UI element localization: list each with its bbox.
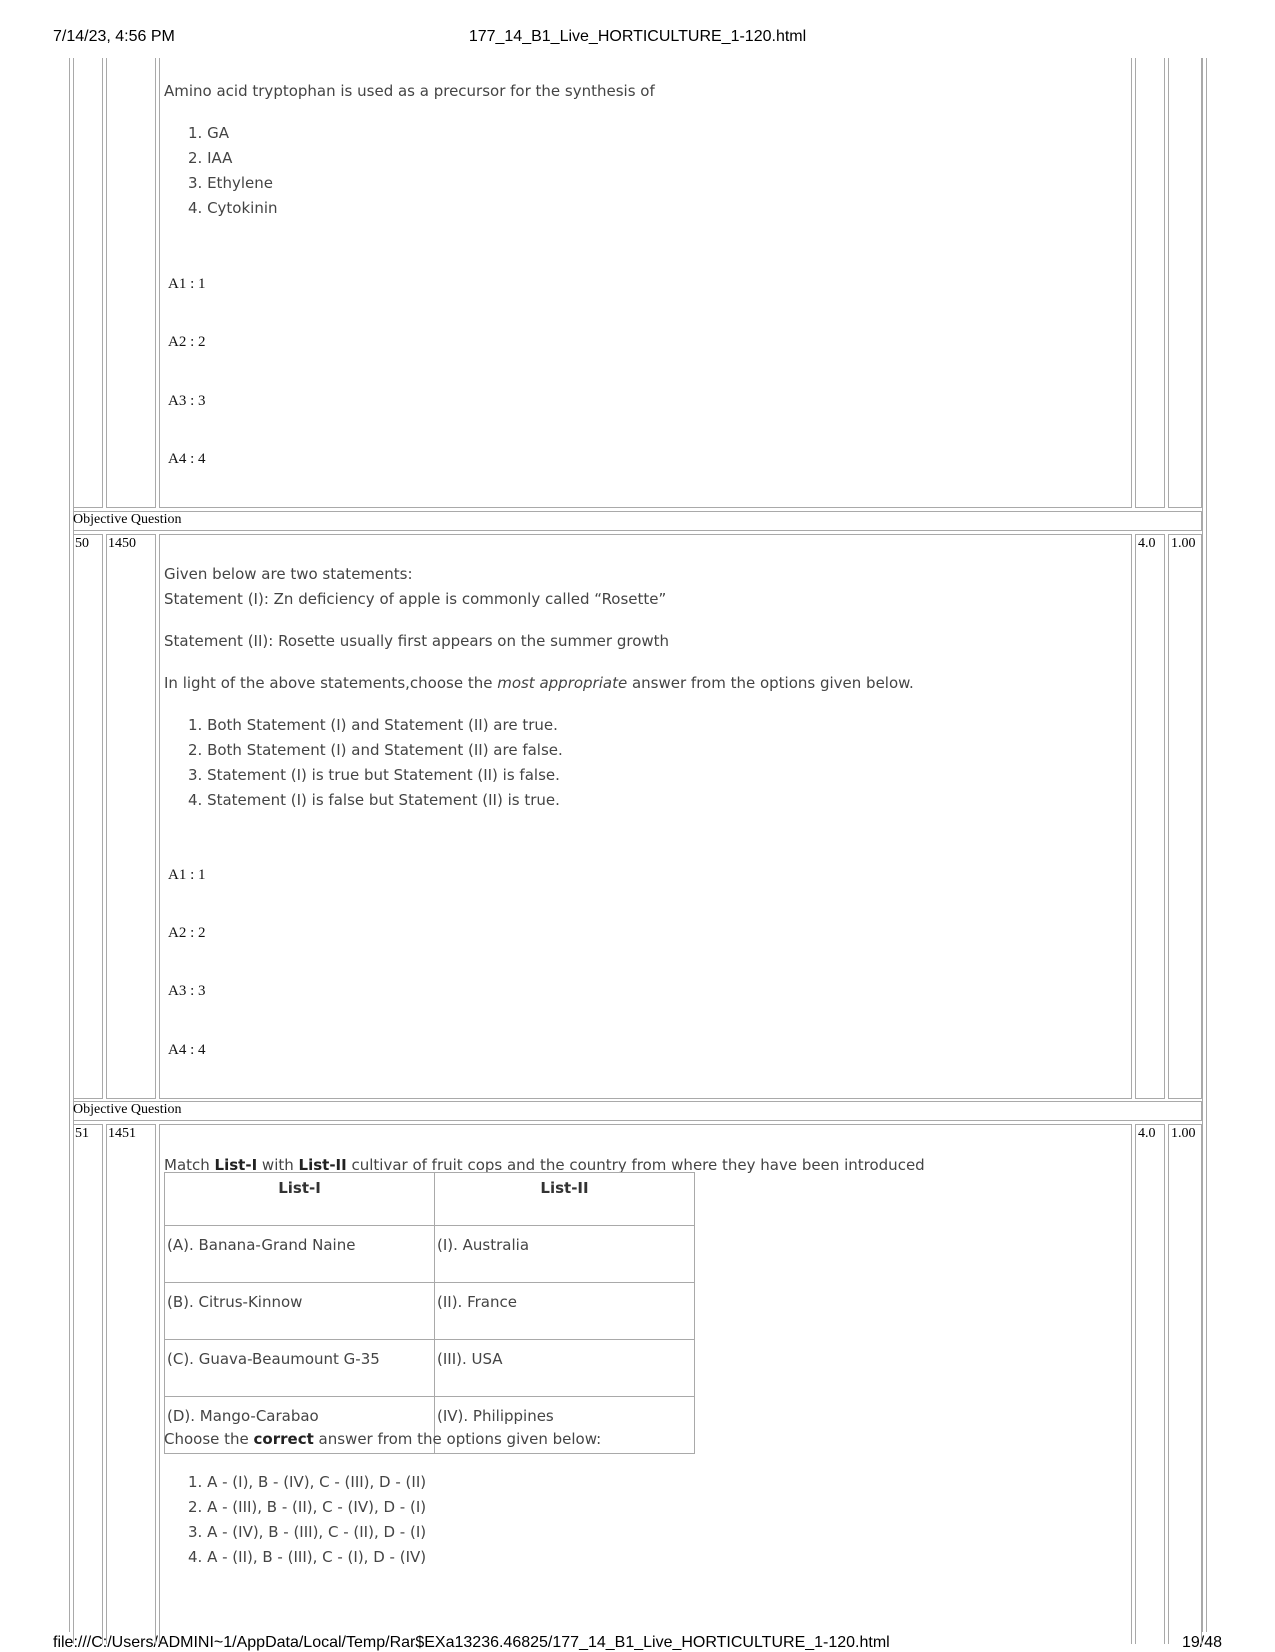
table-cell: (B). Citrus-Kinnow (165, 1283, 435, 1340)
option-4: 4. A - (II), B - (III), C - (I), D - (IV) (188, 1548, 427, 1566)
table-cell: (III). USA (435, 1340, 695, 1397)
option-1: 1. A - (I), B - (IV), C - (III), D - (II) (188, 1473, 427, 1491)
table-row (165, 1340, 695, 1397)
print-file-path: file:///C:/Users/ADMINI~1/AppData/Local/Temp/Rar$EXa13236.46825/177_14_B1_Live_HORTICULTURE_1-120.html (53, 1634, 890, 1651)
question-type-label: Objective Question (73, 512, 182, 527)
serial-number: 50 (75, 536, 89, 551)
table-row (165, 1226, 695, 1283)
question-line-3: Statement (II): Rosette usually first appears on the summer growth (164, 632, 670, 650)
option-2: 2. A - (III), B - (II), C - (IV), D - (I) (188, 1498, 427, 1516)
table-cell: (C). Guava-Beaumount G-35 (165, 1340, 435, 1397)
answer-1: A1 : 1 (168, 276, 206, 292)
option-1: 1. GA (188, 124, 229, 142)
table-cell: (A). Banana-Grand Naine (165, 1226, 435, 1283)
option-2: 2. Both Statement (I) and Statement (II) are false. (188, 741, 563, 759)
answer-3: A3 : 3 (168, 983, 206, 999)
page-number: 19/48 (1181, 1634, 1222, 1651)
question-intro: Match List-I with List-II cultivar of fruit cops and the country from where they have been introduced (164, 1156, 925, 1174)
option-2: 2. IAA (188, 149, 233, 167)
question-type-label: Objective Question (73, 1102, 182, 1117)
question-id: 1451 (108, 1126, 136, 1141)
question-text: Amino acid tryptophan is used as a precursor for the synthesis of (164, 82, 655, 100)
option-4: 4. Statement (I) is false but Statement (II) is true. (188, 791, 560, 809)
match-table (164, 1172, 695, 1454)
answer-1: A1 : 1 (168, 867, 206, 883)
table-cell: (II). France (435, 1283, 695, 1340)
answer-4: A4 : 4 (168, 1042, 206, 1058)
answer-2: A2 : 2 (168, 925, 206, 941)
option-3: 3. Ethylene (188, 174, 273, 192)
negative-marks: 1.00 (1171, 1126, 1196, 1141)
question-type-bar (73, 1101, 1202, 1121)
question-type-bar (73, 511, 1202, 531)
print-title: 177_14_B1_Live_HORTICULTURE_1-120.html (468, 28, 807, 45)
choose-instruction: Choose the correct answer from the options given below: (164, 1430, 602, 1448)
answer-2: A2 : 2 (168, 334, 206, 350)
option-3: 3. A - (IV), B - (III), C - (II), D - (I) (188, 1523, 427, 1541)
table-cell: (IV). Philippines (435, 1397, 695, 1454)
question-line-2: Statement (I): Zn deficiency of apple is commonly called “Rosette” (164, 590, 667, 608)
marks: 4.0 (1138, 536, 1156, 551)
option-1: 1. Both Statement (I) and Statement (II) are true. (188, 716, 558, 734)
answer-4: A4 : 4 (168, 451, 206, 467)
question-line-4: In light of the above statements,choose the most appropriate answer from the options given below. (164, 674, 914, 692)
table-row (165, 1283, 695, 1340)
table-cell: (D). Mango-Carabao (165, 1397, 435, 1454)
answer-3: A3 : 3 (168, 393, 206, 409)
serial-number: 51 (75, 1126, 89, 1141)
option-4: 4. Cytokinin (188, 199, 278, 217)
print-datetime: 7/14/23, 4:56 PM (53, 28, 175, 45)
question-line-1: Given below are two statements: (164, 565, 413, 583)
table-cell: (I). Australia (435, 1226, 695, 1283)
question-id: 1450 (108, 536, 136, 551)
table-header-list-2: List-II (435, 1173, 695, 1226)
negative-marks: 1.00 (1171, 536, 1196, 551)
option-3: 3. Statement (I) is true but Statement (II) is false. (188, 766, 560, 784)
table-header-list-1: List-I (165, 1173, 435, 1226)
marks: 4.0 (1138, 1126, 1156, 1141)
